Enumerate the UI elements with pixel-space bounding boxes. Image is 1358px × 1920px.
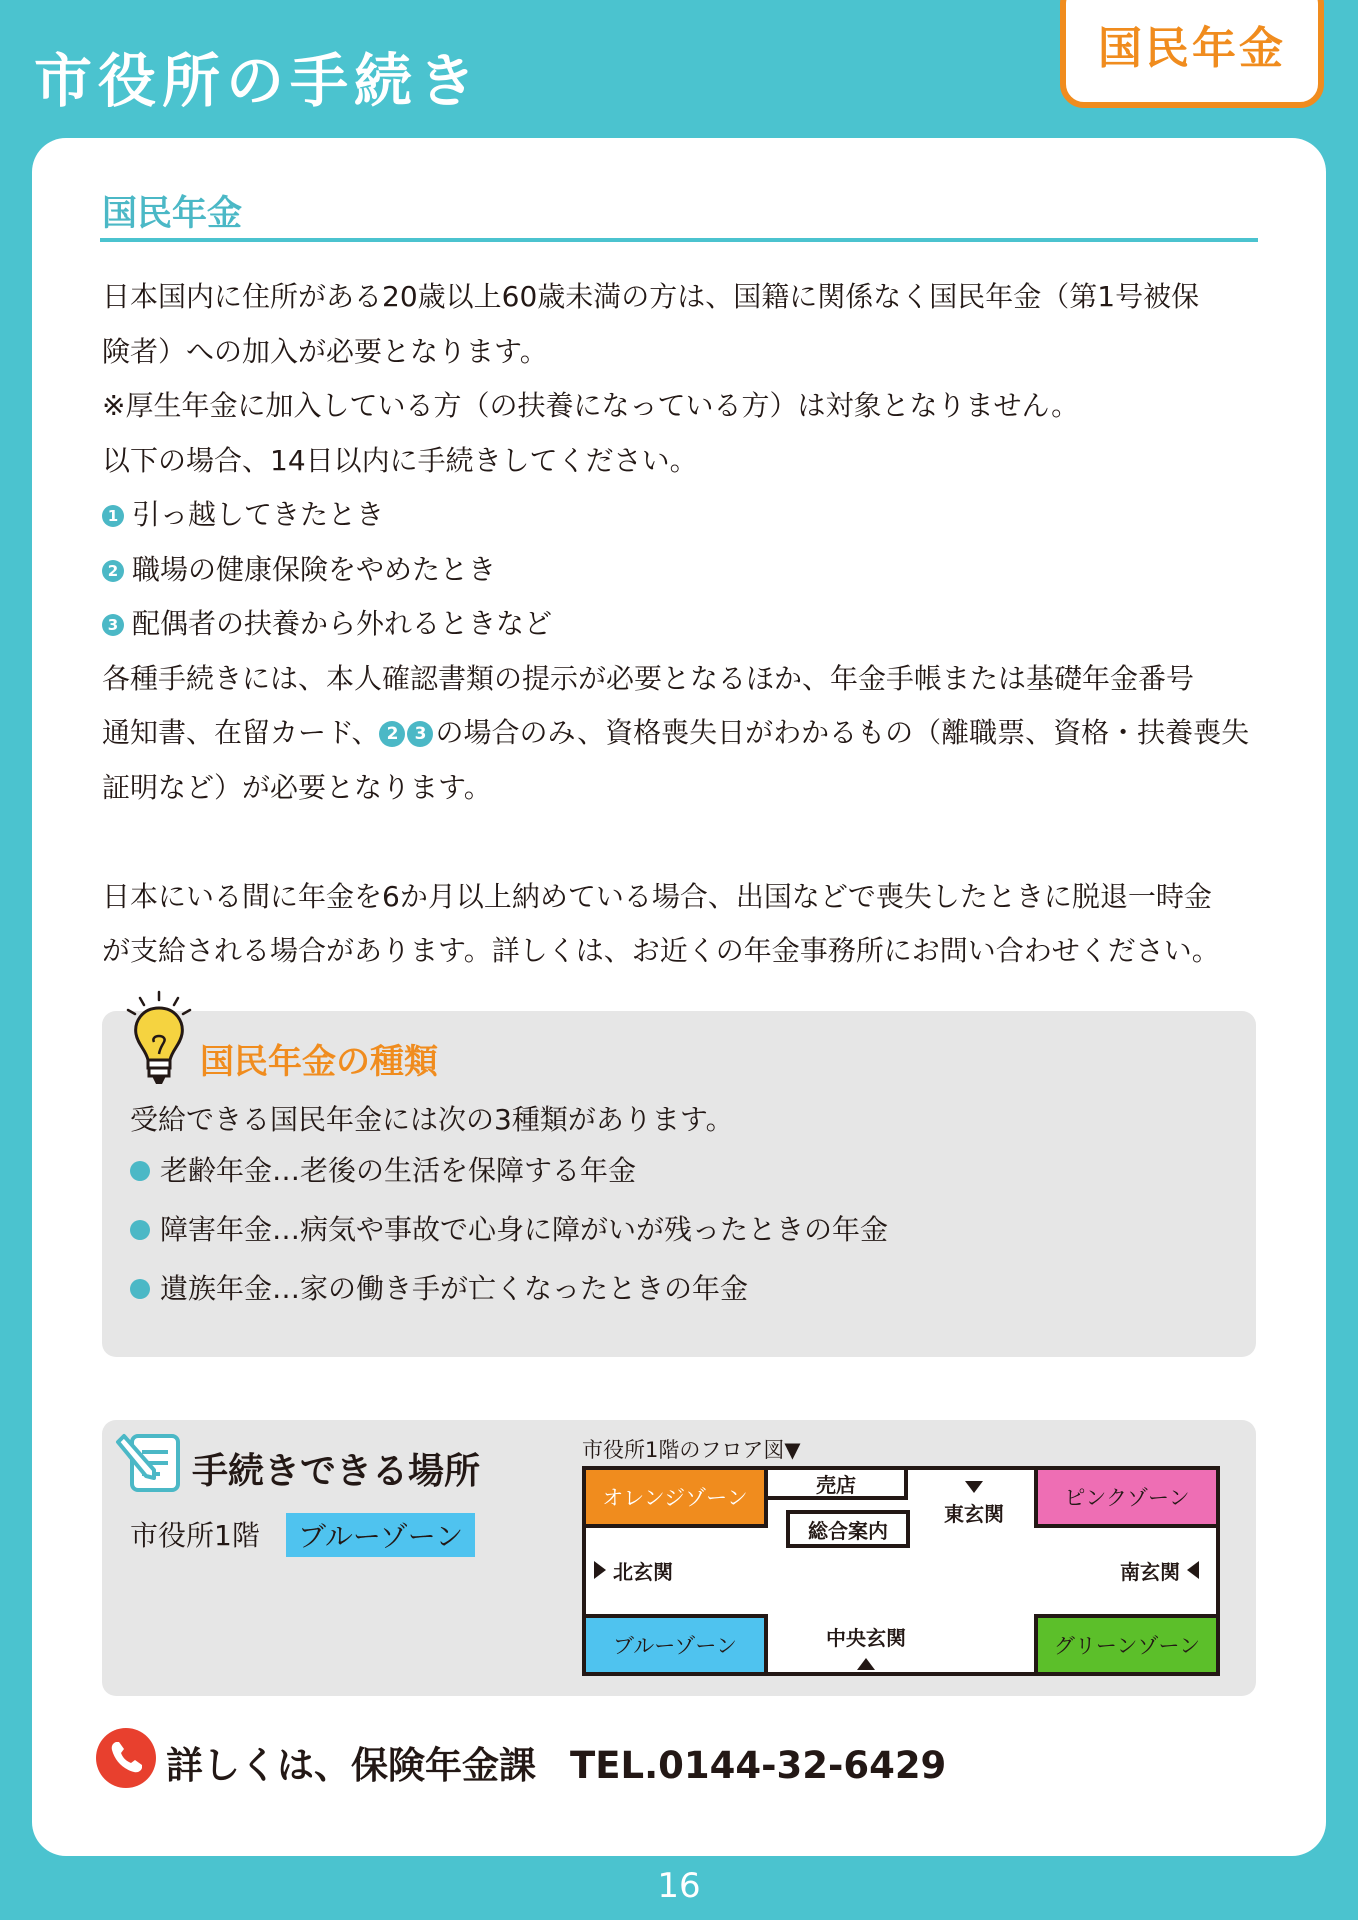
- section-heading: 国民年金: [102, 194, 243, 234]
- arrow-right-icon: [594, 1561, 606, 1579]
- body-line: 険者）への加入が必要となります。: [102, 334, 548, 368]
- list-item: [130, 1270, 888, 1329]
- body-line-part: の場合のみ、資格喪失日がわかるもの（離職票、資格・扶養喪失: [435, 716, 1250, 749]
- place-zone-badge: ブルーゾーン: [286, 1513, 475, 1557]
- section-divider: [100, 238, 1258, 242]
- body-line: ※厚生年金に加入している方（の扶養になっている方）は対象となりません。: [102, 389, 1080, 422]
- number-badge: 3: [102, 614, 124, 636]
- body-line: が支給される場合があります。詳しくは、お近くの年金事務所にお問い合わせください。: [102, 934, 1220, 967]
- lightbulb-icon: [124, 990, 194, 1090]
- list-item-text: 老齢年金…老後の生活を保障する年金: [160, 1154, 637, 1187]
- list-item: [130, 1211, 888, 1270]
- body-line: 以下の場合、14日以内に手続きしてください。: [102, 443, 698, 477]
- number-badge: 1: [102, 505, 124, 527]
- number-badge: 3: [407, 721, 433, 747]
- arrow-left-icon: [1187, 1561, 1199, 1579]
- list-item-text: 配偶者の扶養から外れるときなど: [132, 607, 553, 640]
- memo-pencil-icon: [114, 1430, 184, 1496]
- bullet-dot-icon: [130, 1220, 150, 1240]
- zone-pink: ピンクゾーン: [1034, 1466, 1220, 1528]
- list-item-text: 障害年金…病気や事故で心身に障がいが残ったときの年金: [160, 1213, 889, 1246]
- body-line: 証明など）が必要となります。: [102, 770, 492, 804]
- floor-map-caption: 市役所1階のフロア図▼: [582, 1438, 801, 1462]
- list-item: [102, 488, 1262, 543]
- north-entrance: [594, 1556, 673, 1585]
- body-line-part: 通知書、在留カード、: [102, 716, 380, 749]
- zone-orange: オレンジゾーン: [582, 1466, 768, 1528]
- arrow-up-icon: [857, 1658, 875, 1670]
- paragraph-spacer: [102, 815, 1262, 870]
- south-entrance-label: 南玄関: [1120, 1560, 1180, 1584]
- floor-map: [582, 1466, 1220, 1676]
- north-entrance-label: 北玄関: [612, 1560, 673, 1584]
- central-entrance: [816, 1622, 916, 1675]
- contact-text: 詳しくは、保険年金課: [166, 1744, 536, 1787]
- body-line: 日本国内に住所がある20歳以上60歳未満の方は、国籍に関係なく国民年金（第1号被保: [102, 280, 1200, 313]
- list-item: [130, 1152, 888, 1211]
- info-desk: 総合案内: [786, 1510, 910, 1548]
- body-line: 日本にいる間に年金を6か月以上納めている場合、出国などで喪失したときに脱退一時金: [102, 879, 1212, 913]
- list-item: [102, 543, 1262, 598]
- list-item: [102, 597, 1262, 652]
- pension-types-list: [130, 1152, 888, 1329]
- place-floor: 市役所1階: [130, 1519, 260, 1552]
- shop-room: 売店: [764, 1466, 908, 1500]
- zone-green: グリーンゾーン: [1034, 1614, 1220, 1676]
- page-number: 16: [657, 1866, 701, 1906]
- list-item-text: 引っ越してきたとき: [132, 498, 385, 531]
- east-entrance: [934, 1474, 1014, 1527]
- page-header-title: 市役所の手続き: [34, 47, 483, 115]
- section-body: [102, 270, 1262, 979]
- zone-blue: ブルーゾーン: [582, 1614, 768, 1676]
- bullet-dot-icon: [130, 1161, 150, 1181]
- procedure-place-heading: 手続きできる場所: [192, 1451, 481, 1492]
- contact-info: [166, 1735, 946, 1789]
- pension-types-heading: 国民年金の種類: [200, 1042, 438, 1082]
- bullet-dot-icon: [130, 1279, 150, 1299]
- east-entrance-label: 東玄関: [944, 1502, 1004, 1526]
- phone-icon: [96, 1728, 156, 1788]
- list-item-text: 遺族年金…家の働き手が亡くなったときの年金: [160, 1272, 749, 1305]
- south-entrance: [1120, 1556, 1199, 1585]
- body-line: 各種手続きには、本人確認書類の提示が必要となるほか、年金手帳または基礎年金番号: [102, 661, 1195, 695]
- category-tab-label: 国民年金: [1098, 23, 1286, 74]
- number-badge: 2: [102, 560, 124, 582]
- number-badge: 2: [379, 721, 405, 747]
- category-tab: [1060, 0, 1324, 108]
- pension-types-intro: 受給できる国民年金には次の3種類があります。: [130, 1103, 734, 1136]
- central-entrance-label: 中央玄関: [826, 1626, 906, 1650]
- list-item-text: 職場の健康保険をやめたとき: [132, 552, 497, 586]
- contact-tel: TEL.0144-32-6429: [570, 1744, 947, 1787]
- body-line: [102, 706, 1262, 761]
- arrow-down-icon: [965, 1481, 983, 1493]
